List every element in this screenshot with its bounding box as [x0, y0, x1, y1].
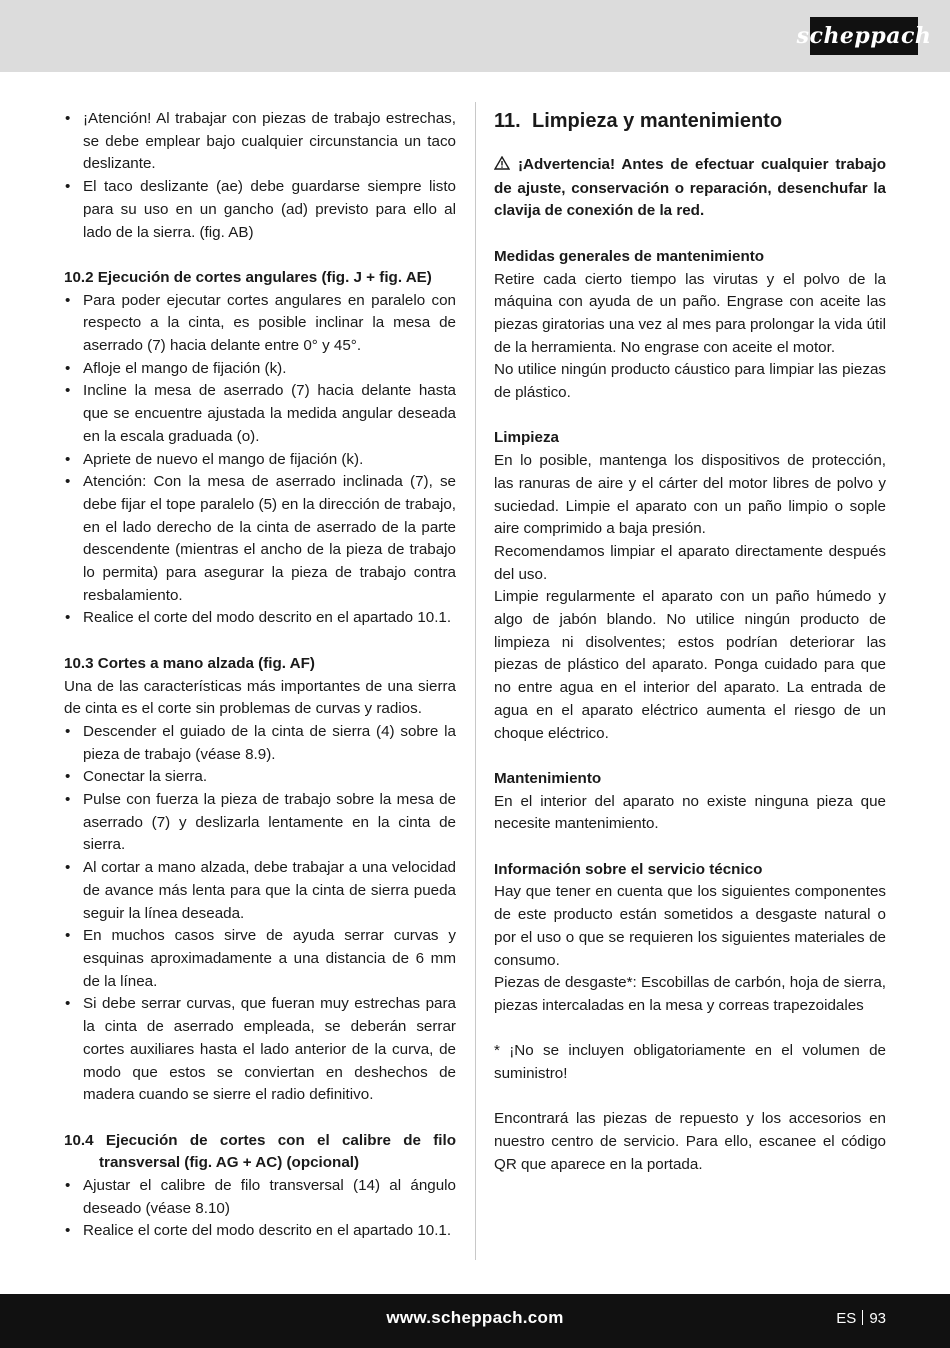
section-10-3-intro: Una de las características más importantes de una sierra de cinta es el corte sin problemas de curvas y radios. [64, 677, 456, 718]
left-column [64, 108, 456, 1243]
list-item: • Ajustar el calibre de filo transversal (14) al ángulo deseado (véase 8.10) [64, 1175, 456, 1220]
list-item: • Realice el corte del modo descrito en el apartado 10.1. [64, 1220, 456, 1243]
paragraph: Encontrará las piezas de repuesto y los accesorios en nuestro centro de servicio. Para ello, escanee el código QR que aparece en la portada. [494, 1110, 886, 1173]
paragraph: En el interior del aparato no existe ninguna pieza que necesite mantenimiento. [494, 792, 886, 833]
list-item: • Descender el guiado de la cinta de sierra (4) sobre la pieza de trabajo (véase 8.9). [64, 721, 456, 766]
paragraph: Hay que tener en cuenta que los siguientes componentes de este producto están sometidos a desgaste natural o por el uso o que se requieren los siguientes materiales de consumo. [494, 883, 886, 969]
language-code: ES [836, 1310, 857, 1327]
list-item: • El taco deslizante (ae) debe guardarse siempre listo para su uso en un gancho (ad) previsto para ello al lado de la sierra. (fig. AB) [64, 176, 456, 244]
page-info [836, 1310, 886, 1327]
list-item: • Afloje el mango de fijación (k). [64, 358, 456, 381]
list-item: • En muchos casos sirve de ayuda serrar curvas y esquinas aproximadamente a una distancia de 6 mm de la línea. [64, 925, 456, 993]
intro-list [64, 108, 456, 244]
warning-triangle-icon [494, 155, 510, 178]
list-item: • Pulse con fuerza la pieza de trabajo sobre la mesa de aserrado (7) y deslizarla lentamente en la cinta de sierra. [64, 789, 456, 857]
section-11-heading [494, 108, 886, 134]
list-item: • Al cortar a mano alzada, debe trabajar a una velocidad de avance más lenta para que la cinta de sierra pueda seguir la línea deseada. [64, 857, 456, 925]
section-10-2-heading: 10.2 Ejecución de cortes angulares (fig. J + fig. AE) [64, 268, 432, 286]
list-item: • Apriete de nuevo el mango de fijación (k). [64, 449, 456, 472]
separator [862, 1310, 863, 1325]
cleaning-heading: Limpieza [494, 429, 559, 447]
column-divider [475, 102, 476, 1260]
section-10-3-heading: 10.3 Cortes a mano alzada (fig. AF) [64, 654, 315, 672]
list-item: • Si debe serrar curvas, que fueran muy estrechas para la cinta de aserrado empleada, se deberán serrar cortes auxiliares hasta el lado anterior de la curva, de modo que estos se conviertan en deshechos de madera cuando se sierre el radio definitivo. [64, 993, 456, 1107]
website-url: www.scheppach.com [386, 1308, 564, 1327]
general-maintenance-heading: Medidas generales de mantenimiento [494, 247, 765, 265]
list-item: • Atención: Con la mesa de aserrado inclinada (7), se debe fijar el tope paralelo (5) en la dirección de trabajo, en el lado derecho de la cinta de aserrado de la parte descendente (mientras el ancho de la pieza de trabajo lo permita) para asegurar la pieza de trabajo contra resbalamiento. [64, 471, 456, 607]
paragraph: Retire cada cierto tiempo las virutas y el polvo de la máquina con ayuda de un paño. Engrase con aceite las piezas giratorias una vez al mes para prolongar la vida útil de la herramienta. No engrase con aceite el motor. [494, 270, 886, 356]
maintenance-heading: Mantenimiento [494, 769, 602, 787]
warning-paragraph [494, 154, 886, 223]
list-item: • Conectar la sierra. [64, 766, 456, 789]
paragraph: Piezas de desgaste*: Escobillas de carbón, hoja de sierra, piezas intercaladas en la mesa y correas trapezoidales [494, 974, 886, 1014]
right-column [494, 108, 886, 1177]
page-number: 93 [869, 1310, 886, 1327]
section-10-2-list [64, 290, 456, 631]
section-10-4-heading: 10.4 Ejecución de cortes con el calibre de filo transversal (fig. AG + AC) (opcional) [64, 1131, 456, 1172]
list-item: • Realice el corte del modo descrito en el apartado 10.1. [64, 607, 456, 630]
paragraph: Recomendamos limpiar el aparato directamente después del uso. [494, 542, 886, 583]
header-bar [0, 0, 950, 72]
footnote: * ¡No se incluyen obligatoriamente en el volumen de suministro! [494, 1042, 886, 1083]
brand-logo-text: scheppach [796, 23, 932, 49]
section-title: Limpieza y mantenimiento [532, 110, 783, 132]
paragraph: En lo posible, mantenga los dispositivos de protección, las ranuras de aire y el cárter del motor libres de polvo y suciedad. Limpie el aparato con un paño limpio o sople aire comprimido a baja presión. [494, 452, 886, 538]
brand-logo [796, 17, 932, 55]
section-number: 11. [494, 110, 521, 132]
paragraph: Limpie regularmente el aparato con un paño húmedo y algo de jabón blando. No utilice ningún producto de limpieza ni disolventes; estos podrían deteriorar las piezas de plástico del aparato. Ponga cuidado para que no entre agua en el interior del aparato. La entrada de agua en el aparato eléctrico aumenta el riesgo de un choque eléctrico. [494, 588, 886, 742]
footer-bar [0, 1294, 950, 1348]
service-heading: Información sobre el servicio técnico [494, 860, 763, 878]
list-item: • Incline la mesa de aserrado (7) hacia delante hasta que se encuentre ajustada la medida angular deseada en la escala graduada (o). [64, 380, 456, 448]
list-item: • ¡Atención! Al trabajar con piezas de trabajo estrechas, se debe emplear bajo cualquier circunstancia un taco deslizante. [64, 108, 456, 176]
warning-text: ¡Advertencia! Antes de efectuar cualquier trabajo de ajuste, conservación o reparación, desenchufar la clavija de conexión de la red. [494, 156, 886, 220]
section-10-3-list [64, 721, 456, 1107]
paragraph: No utilice ningún producto cáustico para limpiar las piezas de plástico. [494, 361, 886, 402]
list-item: • Para poder ejecutar cortes angulares en paralelo con respecto a la cinta, es posible inclinar la mesa de aserrado (7) hacia delante entre 0° y 45°. [64, 290, 456, 358]
section-10-4-list [64, 1175, 456, 1243]
